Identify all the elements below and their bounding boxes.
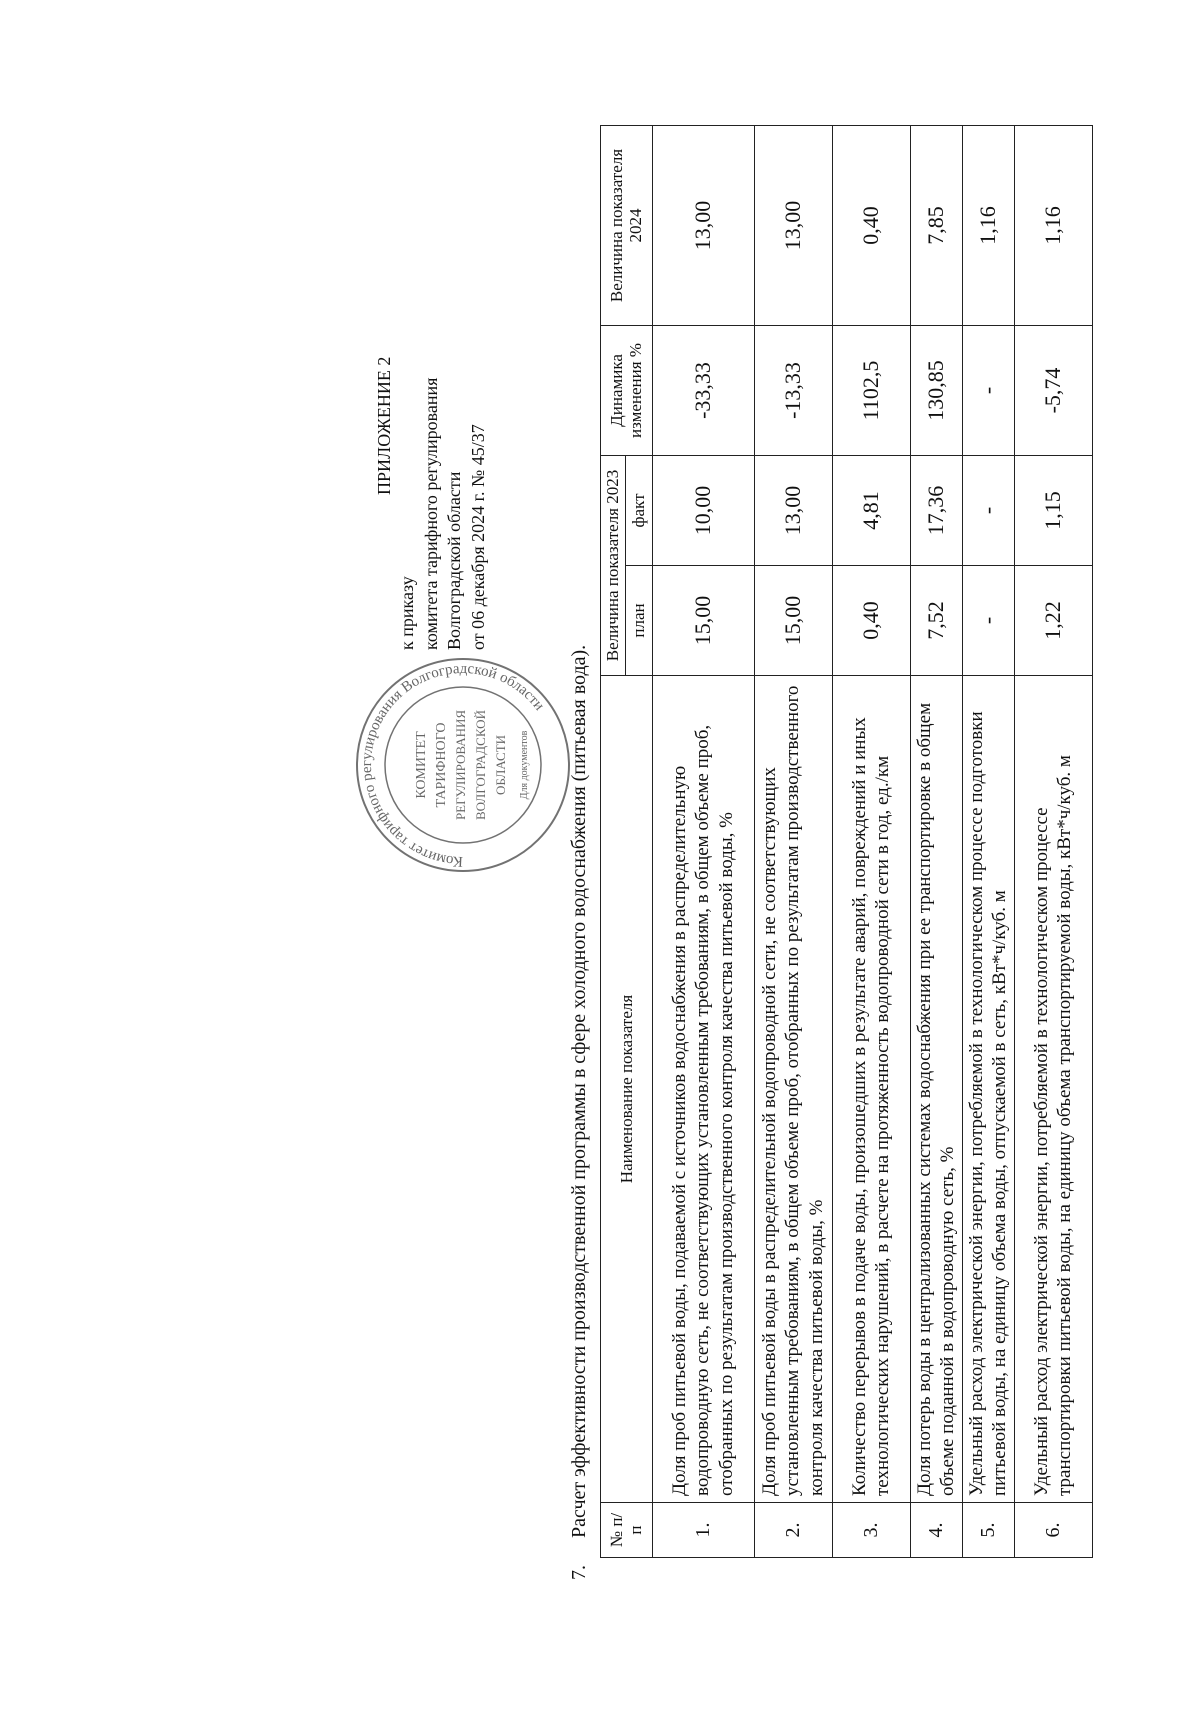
- table-row: [910, 126, 962, 1558]
- section-title: [567, 120, 591, 1580]
- row-dynamics: 1102,5: [832, 326, 910, 456]
- row-fact: 17,36: [910, 456, 962, 566]
- row-name: Доля проб питьевой воды, подаваемой с источников водоснабжения в распределительную водопроводную сеть, не соответствующих установленным требованиям, в общем объеме проб, отобранных по результатам производственного контроля качества питьевой воды, %: [652, 676, 754, 1503]
- row-dynamics: -13,33: [754, 326, 832, 456]
- row-fact: 13,00: [754, 456, 832, 566]
- efficiency-table: [600, 125, 1093, 1558]
- seal-line-2: ТАРИФНОГО: [434, 722, 449, 808]
- appendix-label: ПРИЛОЖЕНИЕ 2: [374, 356, 394, 495]
- region-name: Волгоградской области: [444, 471, 465, 650]
- row-value-2024: 0,40: [832, 126, 910, 326]
- row-dynamics: -5,74: [1014, 326, 1092, 456]
- document-header: [373, 130, 490, 650]
- table-header-row: [601, 126, 626, 1558]
- row-value-2024: 13,00: [754, 126, 832, 326]
- row-dynamics: -33,33: [652, 326, 754, 456]
- seal-line-1: КОМИТЕТ: [414, 731, 429, 799]
- official-seal: [353, 655, 573, 875]
- seal-line-3: РЕГУЛИРОВАНИЯ: [453, 709, 468, 821]
- row-value-2024: 7,85: [910, 126, 962, 326]
- committee-name: комитета тарифного регулирования: [420, 377, 441, 650]
- row-name: Доля потерь воды в централизованных системах водоснабжения при ее транспортировке в общем объеме поданной в водопроводную сеть, %: [910, 676, 962, 1503]
- row-value-2024: 1,16: [962, 126, 1014, 326]
- header-name: Наименование показателя: [601, 676, 653, 1503]
- section-number: 7.: [568, 1565, 590, 1580]
- table-row: [832, 126, 910, 1558]
- row-dynamics: 130,85: [910, 326, 962, 456]
- row-name: Удельный расход электрической энергии, потребляемой в технологическом процессе транспортировки питьевой воды, на единицу объема транспортируемой воды, кВт*ч/куб. м: [1014, 676, 1092, 1503]
- seal-outer-text: Комитет тарифного регулирования Волгоградской области: [358, 660, 548, 870]
- row-name: Доля проб питьевой воды в распределительной водопроводной сети, не соответствующих установленным требованиям, в общем объеме проб, отобранных по результатам производственного контроля качества питьевой воды, %: [754, 676, 832, 1503]
- row-value-2024: 1,16: [1014, 126, 1092, 326]
- header-value-2024: Величина показателя 2024: [601, 126, 653, 326]
- table-row: [962, 126, 1014, 1558]
- row-plan: 1,22: [1014, 566, 1092, 676]
- seal-line-4: ВОЛГОГРАДСКОЙ: [473, 710, 488, 820]
- seal-line-5: ОБЛАСТИ: [493, 734, 508, 796]
- header-value-2023: Величина показателя 2023: [601, 456, 626, 676]
- row-name: Удельный расход электрической энергии, потребляемой в технологическом процессе подготовки питьевой воды, на единицу объема воды, отпускаемой в сеть, кВт*ч/куб. м: [962, 676, 1014, 1503]
- row-plan: 7,52: [910, 566, 962, 676]
- table-row: [754, 126, 832, 1558]
- row-number: 5.: [962, 1503, 1014, 1558]
- order-reference: к приказу: [397, 576, 418, 650]
- row-fact: -: [962, 456, 1014, 566]
- order-date-number: от 06 декабря 2024 г. № 45/37: [467, 424, 488, 650]
- header-num: № п/п: [601, 1503, 653, 1558]
- row-dynamics: -: [962, 326, 1014, 456]
- header-dynamics: Динамика изменения %: [601, 326, 653, 456]
- row-plan: 0,40: [832, 566, 910, 676]
- row-fact: 4,81: [832, 456, 910, 566]
- seal-graphic: [353, 655, 573, 875]
- row-fact: 10,00: [652, 456, 754, 566]
- row-number: 1.: [652, 1503, 754, 1558]
- header-plan: план: [625, 566, 652, 676]
- row-number: 3.: [832, 1503, 910, 1558]
- rotated-sheet: [345, 120, 1076, 1580]
- row-number: 4.: [910, 1503, 962, 1558]
- section-title-text: Расчет эффективности производственной программы в сфере холодного водоснабжения (питьевая вода).: [568, 644, 590, 1538]
- row-plan: -: [962, 566, 1014, 676]
- seal-bottom-text: Для документов: [519, 730, 530, 800]
- table-row: [1014, 126, 1092, 1558]
- row-value-2024: 13,00: [652, 126, 754, 326]
- header-fact: факт: [625, 456, 652, 566]
- table-row: [652, 126, 754, 1558]
- row-name: Количество перерывов в подаче воды, произошедших в результате аварий, повреждений и иных технологических нарушений, в расчете на протяженность водопроводной сети в год, ед./км: [832, 676, 910, 1503]
- row-number: 2.: [754, 1503, 832, 1558]
- row-plan: 15,00: [652, 566, 754, 676]
- row-plan: 15,00: [754, 566, 832, 676]
- row-fact: 1,15: [1014, 456, 1092, 566]
- row-number: 6.: [1014, 1503, 1092, 1558]
